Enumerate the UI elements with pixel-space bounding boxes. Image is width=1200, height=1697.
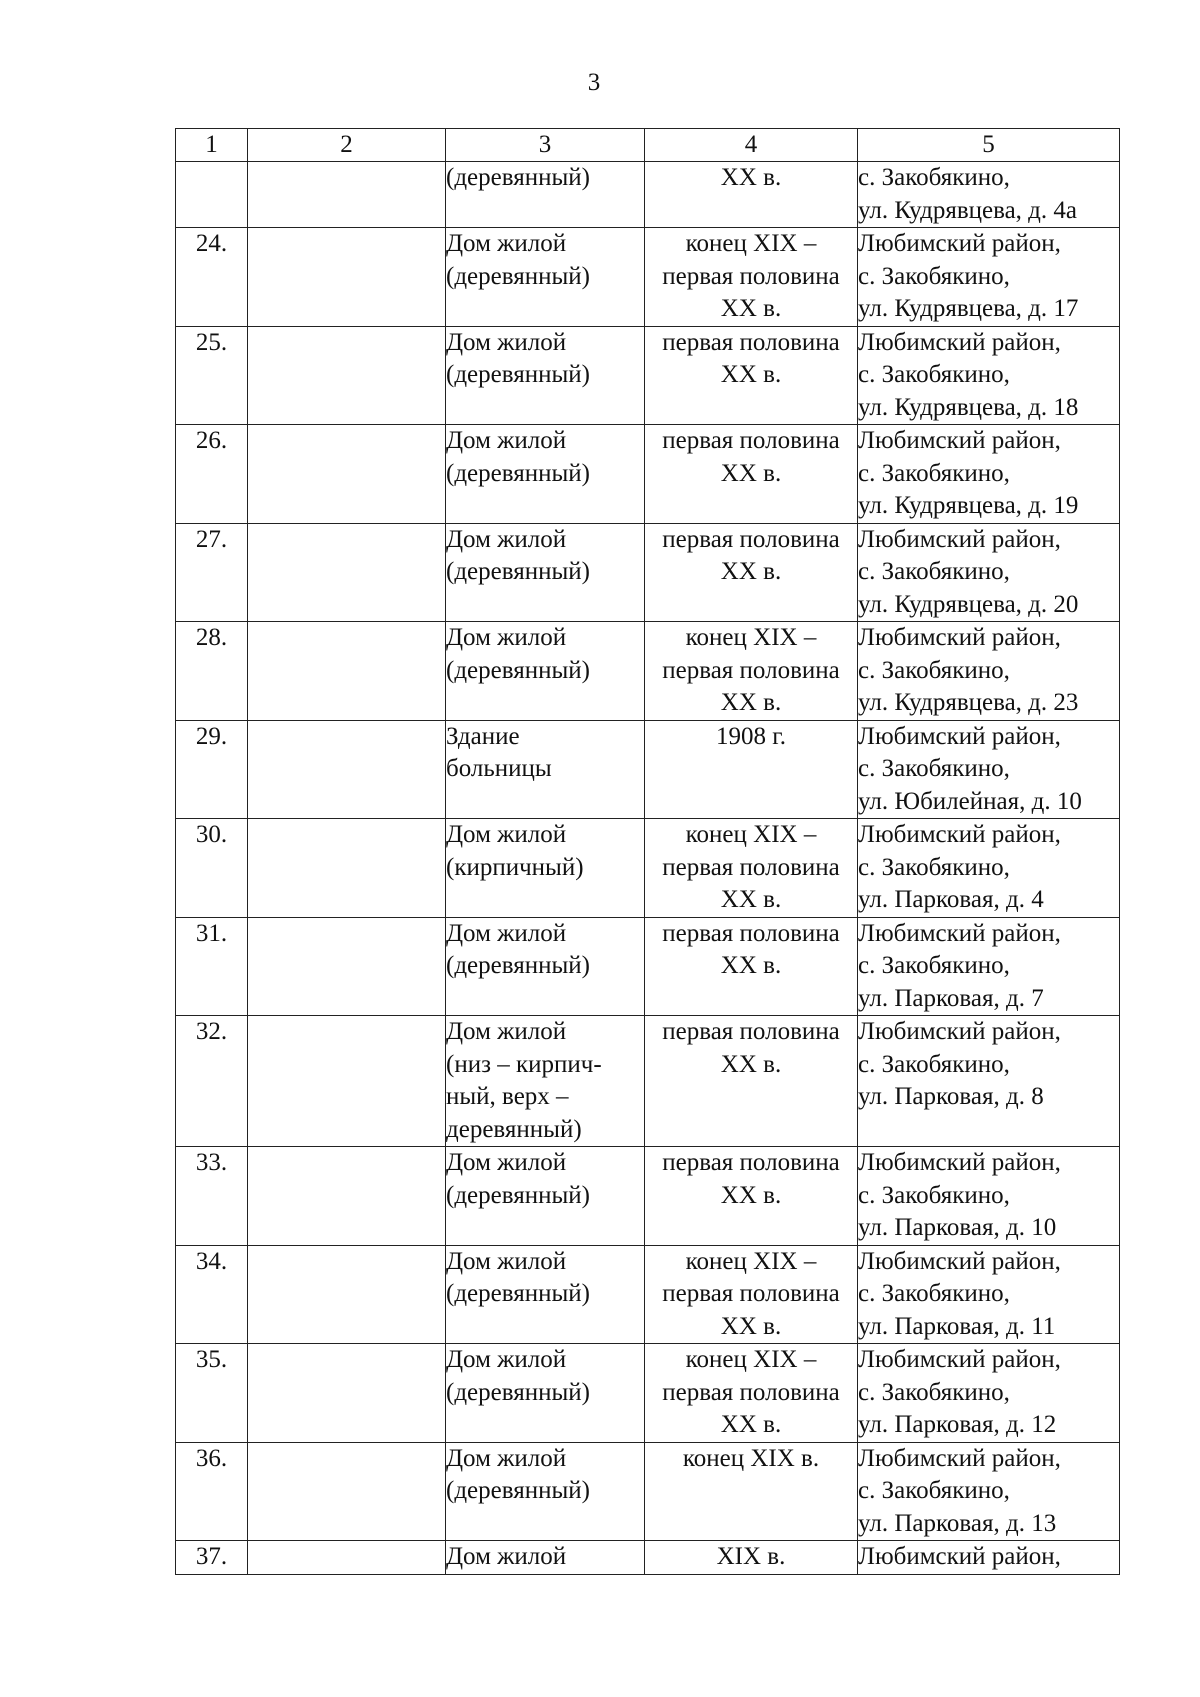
row-number: 34. [176, 1245, 248, 1344]
row-owner [248, 819, 446, 918]
heritage-registry-table [175, 128, 1120, 1575]
row-number: 37. [176, 1541, 248, 1575]
row-owner [248, 425, 446, 524]
object-name: Дом жилой (деревянный) [446, 523, 645, 622]
object-name: Дом жилой (деревянный) [446, 228, 645, 327]
row-number: 31. [176, 917, 248, 1016]
object-date: ХIХ в. [645, 1541, 858, 1575]
object-date: ХХ в. [645, 162, 858, 228]
object-date: первая половина ХХ в. [645, 917, 858, 1016]
object-date: первая половина ХХ в. [645, 326, 858, 425]
object-address: Любимский район, с. Закобякино, ул. Юбилейная, д. 10 [858, 720, 1120, 819]
object-date: конец ХIХ в. [645, 1442, 858, 1541]
row-number: 33. [176, 1147, 248, 1246]
object-date: конец ХIХ – первая половина ХХ в. [645, 819, 858, 918]
row-number: 30. [176, 819, 248, 918]
table-row [176, 523, 1120, 622]
row-number [176, 162, 248, 228]
object-name: Дом жилой (деревянный) [446, 622, 645, 721]
object-name: Дом жилой (низ – кирпич- ный, верх – деревянный) [446, 1016, 645, 1147]
object-name: Дом жилой (деревянный) [446, 326, 645, 425]
object-address: Любимский район, с. Закобякино, ул. Парковая, д. 4 [858, 819, 1120, 918]
row-owner [248, 1442, 446, 1541]
object-name: Дом жилой (деревянный) [446, 917, 645, 1016]
object-address: Любимский район, с. Закобякино, ул. Кудрявцева, д. 19 [858, 425, 1120, 524]
object-date: первая половина ХХ в. [645, 425, 858, 524]
table-row [176, 1344, 1120, 1443]
object-name: Дом жилой (деревянный) [446, 1245, 645, 1344]
object-name: Дом жилой (деревянный) [446, 425, 645, 524]
table-row [176, 228, 1120, 327]
column-header: 1 [176, 129, 248, 162]
object-address: Любимский район, с. Закобякино, ул. Парковая, д. 8 [858, 1016, 1120, 1147]
object-date: первая половина ХХ в. [645, 1016, 858, 1147]
table-row [176, 622, 1120, 721]
row-number: 29. [176, 720, 248, 819]
object-name: Дом жилой (деревянный) [446, 1344, 645, 1443]
table-row [176, 162, 1120, 228]
row-number: 36. [176, 1442, 248, 1541]
object-address: Любимский район, с. Закобякино, ул. Кудрявцева, д. 23 [858, 622, 1120, 721]
object-name: Дом жилой (деревянный) [446, 1442, 645, 1541]
column-header: 3 [446, 129, 645, 162]
table-row [176, 1245, 1120, 1344]
object-date: конец ХIХ – первая половина ХХ в. [645, 228, 858, 327]
page-number: 3 [587, 69, 601, 96]
column-header: 2 [248, 129, 446, 162]
row-number: 32. [176, 1016, 248, 1147]
object-address: с. Закобякино, ул. Кудрявцева, д. 4а [858, 162, 1120, 228]
row-number: 24. [176, 228, 248, 327]
row-owner [248, 622, 446, 721]
object-date: первая половина ХХ в. [645, 523, 858, 622]
column-header: 5 [858, 129, 1120, 162]
row-owner [248, 1344, 446, 1443]
row-owner [248, 1016, 446, 1147]
object-address: Любимский район, с. Закобякино, ул. Парковая, д. 10 [858, 1147, 1120, 1246]
row-owner [248, 1245, 446, 1344]
row-number: 26. [176, 425, 248, 524]
table-row [176, 1442, 1120, 1541]
row-owner [248, 326, 446, 425]
row-owner [248, 523, 446, 622]
object-name: Здание больницы [446, 720, 645, 819]
object-address: Любимский район, с. Закобякино, ул. Парковая, д. 7 [858, 917, 1120, 1016]
object-date: конец ХIХ – первая половина ХХ в. [645, 1245, 858, 1344]
table-row [176, 326, 1120, 425]
table-row [176, 425, 1120, 524]
object-address: Любимский район, с. Закобякино, ул. Парковая, д. 12 [858, 1344, 1120, 1443]
object-date: конец ХIХ – первая половина ХХ в. [645, 622, 858, 721]
column-header: 4 [645, 129, 858, 162]
object-name: Дом жилой (деревянный) [446, 1147, 645, 1246]
table-row [176, 720, 1120, 819]
row-number: 25. [176, 326, 248, 425]
table-row [176, 1016, 1120, 1147]
object-name: (деревянный) [446, 162, 645, 228]
table-row [176, 819, 1120, 918]
table-row [176, 1147, 1120, 1246]
row-owner [248, 720, 446, 819]
object-date: первая половина ХХ в. [645, 1147, 858, 1246]
object-address: Любимский район, [858, 1541, 1120, 1575]
row-owner [248, 917, 446, 1016]
table-row [176, 917, 1120, 1016]
object-address: Любимский район, с. Закобякино, ул. Кудрявцева, д. 17 [858, 228, 1120, 327]
object-address: Любимский район, с. Закобякино, ул. Парковая, д. 11 [858, 1245, 1120, 1344]
row-number: 27. [176, 523, 248, 622]
object-address: Любимский район, с. Закобякино, ул. Парковая, д. 13 [858, 1442, 1120, 1541]
object-date: конец ХIХ – первая половина ХХ в. [645, 1344, 858, 1443]
table-header-row [176, 129, 1120, 162]
row-owner [248, 162, 446, 228]
object-name: Дом жилой (кирпичный) [446, 819, 645, 918]
table-row [176, 1541, 1120, 1575]
object-address: Любимский район, с. Закобякино, ул. Кудрявцева, д. 18 [858, 326, 1120, 425]
object-address: Любимский район, с. Закобякино, ул. Кудрявцева, д. 20 [858, 523, 1120, 622]
row-owner [248, 1147, 446, 1246]
object-name: Дом жилой [446, 1541, 645, 1575]
row-number: 35. [176, 1344, 248, 1443]
row-number: 28. [176, 622, 248, 721]
object-date: 1908 г. [645, 720, 858, 819]
row-owner [248, 228, 446, 327]
row-owner [248, 1541, 446, 1575]
